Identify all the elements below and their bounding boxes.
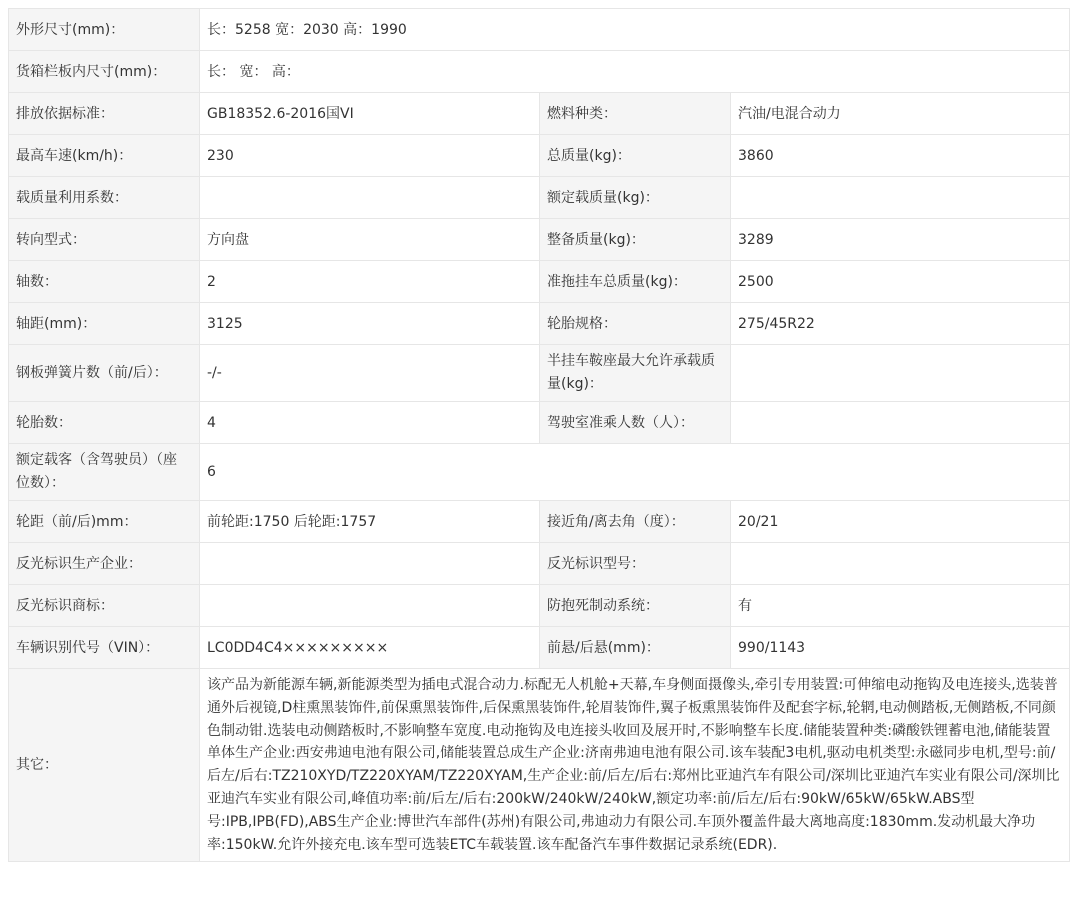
row-emission-fuel	[9, 93, 1070, 135]
value-total-mass: 3860	[731, 135, 1070, 177]
value-fuel-type: 汽油/电混合动力	[731, 93, 1070, 135]
value-overall-dimensions: 长：5258 宽：2030 高：1990	[200, 9, 1070, 51]
value-cargo-box-dimensions: 长： 宽： 高：	[200, 51, 1070, 93]
label-tire-count: 轮胎数：	[9, 402, 200, 444]
label-leaf-spring: 钢板弹簧片数（前/后）：	[9, 345, 200, 402]
row-wheelbase-tire	[9, 303, 1070, 345]
label-cargo-box-dimensions: 货箱栏板内尺寸(mm)：	[9, 51, 200, 93]
value-other: 该产品为新能源车辆,新能源类型为插电式混合动力.标配无人机舱+天幕,车身侧面摄像头,牵引专用装置:可伸缩电动拖钩及电连接头,选装普通外后视镜,D柱熏黑装饰件,前保熏黑装饰件,后保熏黑装饰件,轮眉装饰件,翼子板熏黑装饰件及配套字标,轮辋,电动侧踏板,无侧踏板,不同颜色制动钳.选装电动侧踏板时,不影响整车宽度.电动拖钩及电连接头收回及展开时,不影响整车长度.储能装置种类:磷酸铁锂蓄电池,储能装置单体生产企业:西安弗迪电池有限公司,储能装置总成生产企业:济南弗迪电池有限公司.该车装配3电机,驱动电机类型:永磁同步电机,型号:前/后左/后右:TZ210XYD/TZ220XYAM/TZ220XYAM,生产企业:前/后左/后右:郑州比亚迪汽车有限公司/深圳比亚迪汽车实业有限公司/深圳比亚迪汽车实业有限公司,峰值功率:前/后左/后右:200kW/240kW/240kW,额定功率:前/后左/后右:90kW/65kW/65kW.ABS型号:IPB,IPB(FD),ABS生产企业:博世汽车部件(苏州)有限公司,弗迪动力有限公司.车顶外覆盖件最大离地高度:1830mm.发动机最大净功率:150kW.允许外接充电.该车型可选装ETC车载装置.该车配备汽车事件数据记录系统(EDR).	[200, 669, 1070, 862]
label-steering-type: 转向型式：	[9, 219, 200, 261]
label-rated-load: 额定载质量(kg)：	[540, 177, 731, 219]
label-trailer-mass: 准拖挂车总质量(kg)：	[540, 261, 731, 303]
value-tire-spec: 275/45R22	[731, 303, 1070, 345]
value-tire-count: 4	[200, 402, 540, 444]
vehicle-spec-table	[8, 8, 1070, 862]
value-cab-capacity	[731, 402, 1070, 444]
label-vin: 车辆识别代号（VIN）：	[9, 627, 200, 669]
label-abs: 防抱死制动系统：	[540, 585, 731, 627]
row-vin-overhang	[9, 627, 1070, 669]
value-overhang: 990/1143	[731, 627, 1070, 669]
row-tires-cab	[9, 402, 1070, 444]
label-emission-standard: 排放依据标准：	[9, 93, 200, 135]
value-vin: LC0DD4C4×××××××××	[200, 627, 540, 669]
value-max-speed: 230	[200, 135, 540, 177]
label-other: 其它：	[9, 669, 200, 862]
value-leaf-spring: -/-	[200, 345, 540, 402]
row-reflector-brand-abs	[9, 585, 1070, 627]
label-tire-spec: 轮胎规格：	[540, 303, 731, 345]
label-axle-count: 轴数：	[9, 261, 200, 303]
row-axles-trailer	[9, 261, 1070, 303]
label-track-width: 轮距（前/后)mm：	[9, 501, 200, 543]
value-reflector-brand	[200, 585, 540, 627]
label-load-utilization: 载质量利用系数：	[9, 177, 200, 219]
label-reflector-model: 反光标识型号：	[540, 543, 731, 585]
value-axle-count: 2	[200, 261, 540, 303]
row-leaf-spring-saddle	[9, 345, 1070, 402]
row-other	[9, 669, 1070, 862]
value-approach-departure: 20/21	[731, 501, 1070, 543]
row-cargo-box-dimensions	[9, 51, 1070, 93]
value-track-width: 前轮距:1750 后轮距:1757	[200, 501, 540, 543]
value-passenger-capacity: 6	[200, 444, 1070, 501]
label-saddle-load: 半挂车鞍座最大允许承载质量(kg)：	[540, 345, 731, 402]
value-emission-standard: GB18352.6-2016国VI	[200, 93, 540, 135]
row-speed-mass	[9, 135, 1070, 177]
label-overall-dimensions: 外形尺寸(mm)：	[9, 9, 200, 51]
label-passenger-capacity: 额定载客（含驾驶员）（座位数）：	[9, 444, 200, 501]
value-steering-type: 方向盘	[200, 219, 540, 261]
label-wheelbase: 轴距(mm)：	[9, 303, 200, 345]
value-load-utilization	[200, 177, 540, 219]
value-rated-load	[731, 177, 1070, 219]
value-trailer-mass: 2500	[731, 261, 1070, 303]
value-saddle-load	[731, 345, 1070, 402]
label-curb-mass: 整备质量(kg)：	[540, 219, 731, 261]
value-abs: 有	[731, 585, 1070, 627]
value-curb-mass: 3289	[731, 219, 1070, 261]
row-passenger-capacity	[9, 444, 1070, 501]
row-steering-curb	[9, 219, 1070, 261]
label-approach-departure: 接近角/离去角（度）：	[540, 501, 731, 543]
row-overall-dimensions	[9, 9, 1070, 51]
value-reflector-maker	[200, 543, 540, 585]
label-reflector-maker: 反光标识生产企业：	[9, 543, 200, 585]
label-max-speed: 最高车速(km/h)：	[9, 135, 200, 177]
row-track-angles	[9, 501, 1070, 543]
row-load-utilization	[9, 177, 1070, 219]
label-fuel-type: 燃料种类：	[540, 93, 731, 135]
row-reflector-maker	[9, 543, 1070, 585]
label-total-mass: 总质量(kg)：	[540, 135, 731, 177]
value-wheelbase: 3125	[200, 303, 540, 345]
label-cab-capacity: 驾驶室准乘人数（人）：	[540, 402, 731, 444]
label-overhang: 前悬/后悬(mm)：	[540, 627, 731, 669]
value-reflector-model	[731, 543, 1070, 585]
label-reflector-brand: 反光标识商标：	[9, 585, 200, 627]
